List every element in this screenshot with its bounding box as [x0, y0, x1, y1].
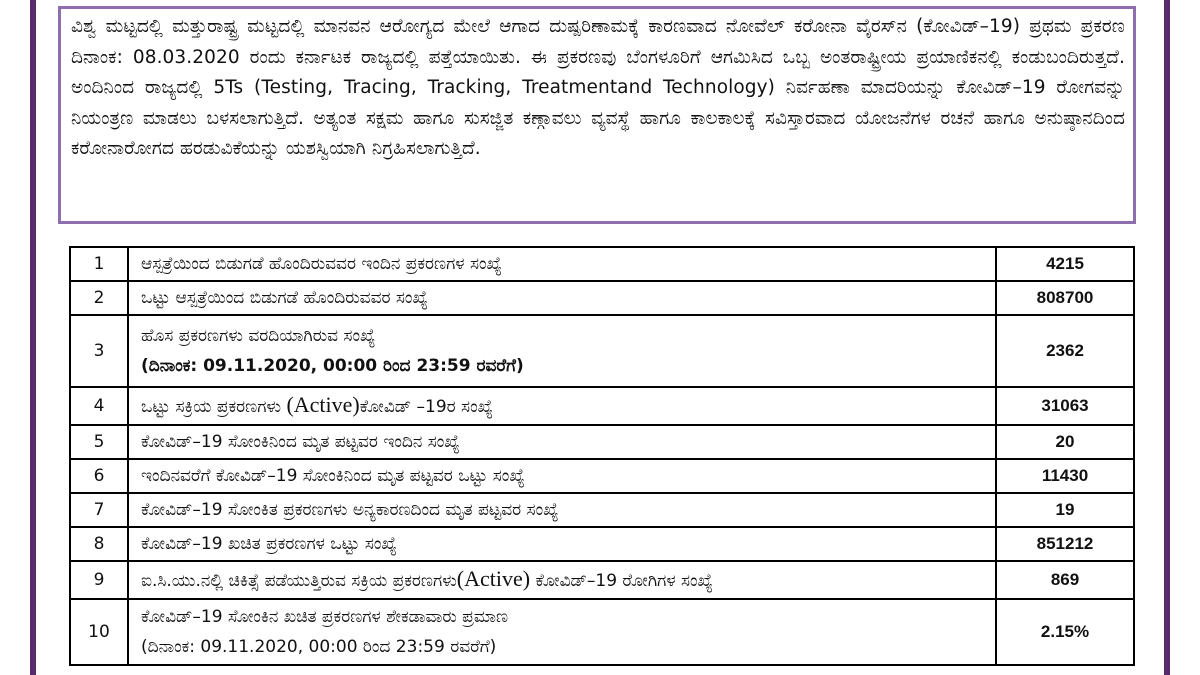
table-row: [70, 247, 1134, 281]
row-number: 3: [70, 315, 128, 387]
row-description-part: ಒಟ್ಟು ಸಕ್ರಿಯ ಪ್ರಕರಣಗಳು: [141, 397, 282, 417]
table-row: [70, 387, 1134, 425]
table-row: [70, 281, 1134, 315]
row-number: 5: [70, 425, 128, 459]
row-number: 7: [70, 493, 128, 527]
row-description: ಇಂದಿನವರೆಗೆ ಕೋವಿಡ್–19 ಸೋಂಕಿನಿಂದ ಮೃತ ಪಟ್ಟವರ ಒಟ್ಟು ಸಂಖ್ಯೆ: [128, 459, 996, 493]
row-number: 8: [70, 527, 128, 561]
row-description: [128, 315, 996, 387]
row-description-part: ಕೋವಿಡ್–19 ರೋಗಿಗಳ ಸಂಖ್ಯೆ: [535, 571, 713, 591]
row-value: 851212: [996, 527, 1134, 561]
row-description: ಒಟ್ಟು ಆಸ್ಪತ್ರೆಯಿಂದ ಬಿಡುಗಡೆ ಹೊಂದಿರುವವರ ಸಂಖ್ಯೆ: [128, 281, 996, 315]
intro-paragraph: ವಿಶ್ವ ಮಟ್ಟದಲ್ಲಿ ಮತ್ತುರಾಷ್ಟ್ರ ಮಟ್ಟದಲ್ಲಿ ಮಾನವನ ಆರೋಗ್ಯದ ಮೇಲೆ ಆಗಾದ ದುಷ್ಪರಿಣಾಮಕ್ಕೆ ಕಾರಣವಾದ ನೋವೆಲ್ ಕರೋನಾ ವೈರಸ್‌ನ (ಕೋವಿಡ್–19) ಪ್ರಥಮ ಪ್ರಕರಣ ದಿನಾಂಕ: 08.03.2020 ರಂದು ಕರ್ನಾಟಕ ರಾಜ್ಯದಲ್ಲಿ ಪತ್ತೆಯಾಯಿತು. ಈ ಪ್ರಕರಣವು ಬೆಂಗಳೂರಿಗೆ ಆಗಮಿಸಿದ ಒಬ್ಬ ಅಂತರಾಷ್ಟ್ರೀಯ ಪ್ರಯಾಣಿಕನಲ್ಲಿ ಕಂಡುಬಂದಿರುತ್ತದೆ. ಅಂದಿನಿಂದ ರಾಜ್ಯದಲ್ಲಿ 5Ts (Testing, Tracing, Tracking, Treatmentand Technology) ನಿರ್ವಹಣಾ ಮಾದರಿಯನ್ನು ಕೋವಿಡ್–19 ರೋಗವನ್ನು ನಿಯಂತ್ರಣ ಮಾಡಲು ಬಳಸಲಾಗುತ್ತಿದೆ. ಅತ್ಯಂತ ಸಕ್ಷಮ ಹಾಗೂ ಸುಸಜ್ಜಿತ ಕಣ್ಗಾವಲು ವ್ಯವಸ್ಥೆ ಹಾಗೂ ಕಾಲಕಾಲಕ್ಕೆ ಸವಿಸ್ತಾರವಾದ ಯೋಜನೆಗಳ ರಚನೆ ಹಾಗೂ ಅನುಷ್ಠಾನದಿಂದ ಕರೋನಾರೋಗದ ಹರಡುವಿಕೆಯನ್ನು ಯಶಸ್ವಿಯಾಗಿ ನಿಗ್ರಹಿಸಲಾಗುತ್ತಿದೆ.: [71, 16, 1125, 159]
table-row: [70, 561, 1134, 599]
intro-box: [58, 6, 1136, 224]
row-number: 10: [70, 599, 128, 665]
row-description-part: ಕೋವಿಡ್ –19ರ ಸಂಖ್ಯೆ: [359, 397, 494, 417]
row-number: 4: [70, 387, 128, 425]
row-description-main: ಕೋವಿಡ್–19 ಸೋಂಕಿನ ಖಚಿತ ಪ್ರಕರಣಗಳ ಶೇಕಡಾವಾರು ಪ್ರಮಾಣ: [141, 607, 509, 627]
table-row: [70, 493, 1134, 527]
row-value: 2362: [996, 315, 1134, 387]
row-description: [128, 599, 996, 665]
row-description: ಕೋವಿಡ್–19 ಸೋಂಕಿನಿಂದ ಮೃತ ಪಟ್ಟವರ ಇಂದಿನ ಸಂಖ್ಯೆ: [128, 425, 996, 459]
row-description: ಆಸ್ಪತ್ರೆಯಿಂದ ಬಿಡುಗಡೆ ಹೊಂದಿರುವವರ ಇಂದಿನ ಪ್ರಕರಣಗಳ ಸಂಖ್ಯೆ: [128, 247, 996, 281]
row-value: 2.15%: [996, 599, 1134, 665]
row-date-range: (ದಿನಾಂಕ: 09.11.2020, 00:00 ರಿಂದ 23:59 ರವರೆಗೆ): [141, 637, 497, 657]
table-row: [70, 459, 1134, 493]
table-row: [70, 527, 1134, 561]
row-value: 31063: [996, 387, 1134, 425]
row-date-range: (ದಿನಾಂಕ: 09.11.2020, 00:00 ರಿಂದ 23:59 ರವರೆಗೆ): [141, 356, 524, 376]
table-row: [70, 599, 1134, 665]
row-value: 11430: [996, 459, 1134, 493]
row-value: 20: [996, 425, 1134, 459]
row-description-latin: (Active): [286, 392, 360, 417]
row-description: [128, 561, 996, 599]
row-description: [128, 387, 996, 425]
row-description: ಕೋವಿಡ್–19 ಸೋಂಕಿತ ಪ್ರಕರಣಗಳು ಅನ್ಯಕಾರಣದಿಂದ ಮೃತ ಪಟ್ಟವರ ಸಂಖ್ಯೆ: [128, 493, 996, 527]
row-number: 1: [70, 247, 128, 281]
left-border: [30, 0, 36, 675]
row-description-part: ಐ.ಸಿ.ಯು.ನಲ್ಲಿ ಚಿಕಿತ್ಸೆ ಪಡೆಯುತ್ತಿರುವ ಸಕ್ರಿಯ ಪ್ರಕರಣಗಳು: [141, 571, 457, 591]
row-description-latin: (Active): [456, 566, 531, 591]
table-row: [70, 425, 1134, 459]
row-number: 6: [70, 459, 128, 493]
table-row: [70, 315, 1134, 387]
right-border: [1164, 0, 1170, 675]
row-value: 4215: [996, 247, 1134, 281]
row-number: 2: [70, 281, 128, 315]
row-number: 9: [70, 561, 128, 599]
row-description: ಕೋವಿಡ್–19 ಖಚಿತ ಪ್ರಕರಣಗಳ ಒಟ್ಟು ಸಂಖ್ಯೆ: [128, 527, 996, 561]
stats-table: [69, 246, 1135, 666]
row-value: 808700: [996, 281, 1134, 315]
row-description-main: ಹೊಸ ಪ್ರಕರಣಗಳು ವರದಿಯಾಗಿರುವ ಸಂಖ್ಯೆ: [141, 326, 376, 346]
row-value: 19: [996, 493, 1134, 527]
row-value: 869: [996, 561, 1134, 599]
